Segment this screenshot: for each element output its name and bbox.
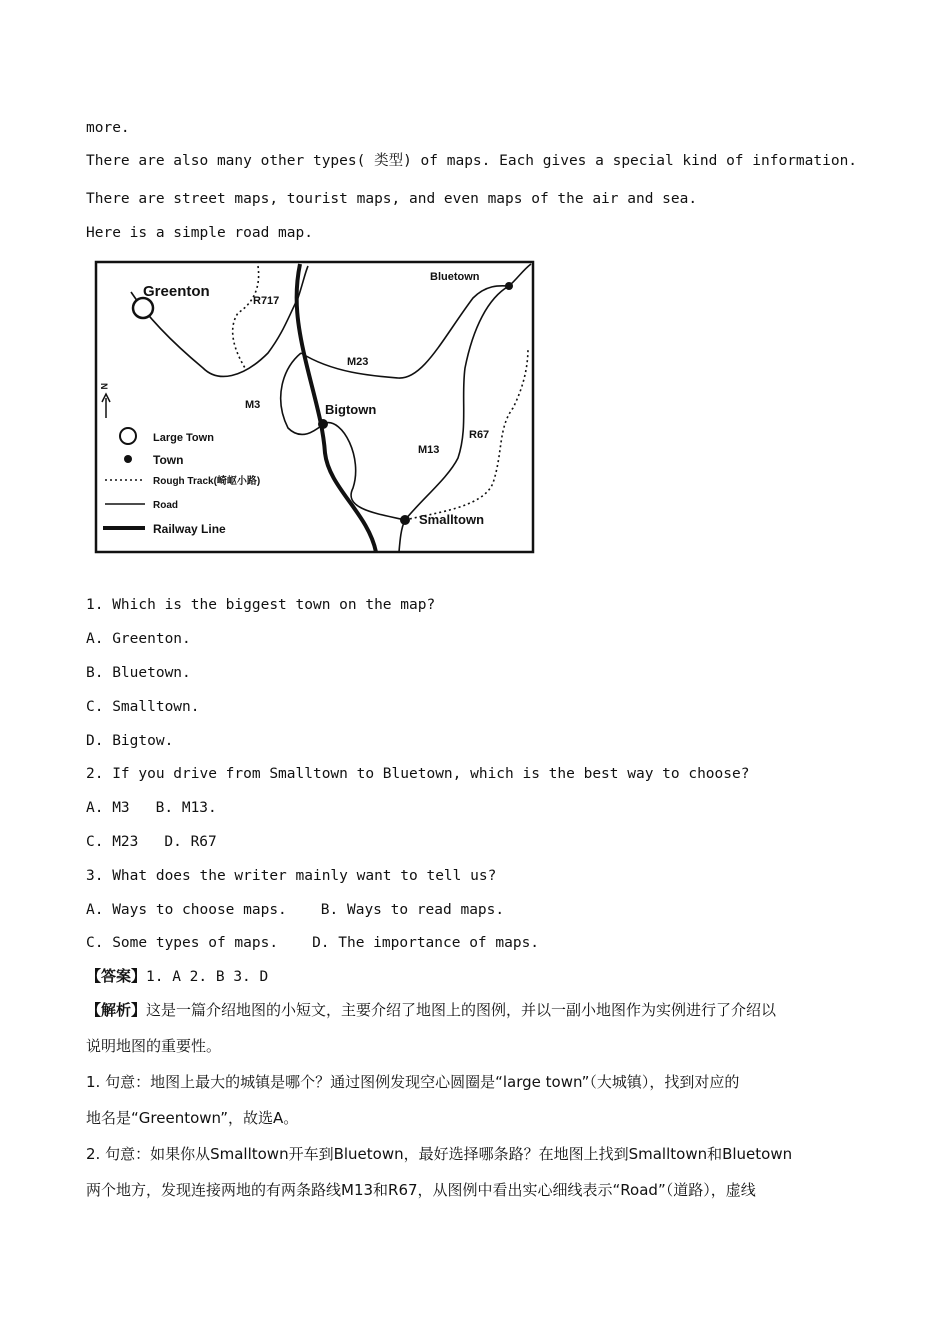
answer-line — [86, 966, 268, 987]
answer-label: 【答案】 — [86, 967, 147, 985]
road-map-figure — [93, 258, 536, 555]
q2-option-b: B. M13. — [155, 800, 217, 816]
label-smalltown: Smalltown — [419, 512, 485, 527]
large-town-greenton-symbol — [133, 298, 153, 318]
town-smalltown-symbol — [400, 515, 410, 525]
q1-option-a: A. Greenton. — [86, 631, 191, 647]
analysis-label: 【解析】 — [86, 1001, 147, 1019]
q3-options-cd — [86, 933, 539, 953]
label-bigtown: Bigtown — [325, 402, 377, 417]
q2-option-a: A. M3 — [86, 800, 130, 816]
label-r67: R67 — [469, 429, 490, 441]
label-bluetown: Bluetown — [430, 271, 480, 283]
label-r717: R717 — [253, 295, 280, 307]
intro-line-1: more. — [86, 120, 130, 136]
q1-option-b: B. Bluetown. — [86, 665, 191, 681]
q3-option-b: B. Ways to read maps. — [320, 902, 505, 918]
question-2: 2. If you drive from Smalltown to Bluetown, which is the best way to choose? — [86, 766, 750, 782]
town-bluetown-symbol — [505, 282, 513, 290]
q2-options-cd — [86, 832, 217, 852]
legend-town-symbol — [124, 455, 132, 463]
q3-option-c: C. Some types of maps. — [86, 935, 279, 951]
intro-line-2: There are also many other types( 类型) of maps. Each gives a special kind of information. — [86, 153, 858, 169]
q1-option-c: C. Smalltown. — [86, 699, 200, 715]
q1-option-d: D. Bigtow. — [86, 733, 174, 749]
q3-options-ab — [86, 900, 504, 920]
analysis-line-2: 说明地图的重要性。 — [86, 1037, 222, 1055]
legend-large-town-symbol — [120, 428, 136, 444]
analysis-line-1 — [86, 1000, 776, 1020]
q2-option-c: C. M23 — [86, 834, 139, 850]
label-m3: M3 — [245, 399, 261, 411]
town-bigtown-symbol — [318, 419, 328, 429]
analysis-line-4: 地名是“Greentown”，故选A。 — [86, 1109, 299, 1127]
legend-rough-track: Rough Track(崎岖小路) — [153, 476, 261, 487]
analysis-text-1: 这是一篇介绍地图的小短文，主要介绍了地图上的图例，并以一副小地图作为实例进行了介绍以 — [146, 1001, 777, 1019]
analysis-line-5: 2. 句意：如果你从Smalltown开车到Bluetown，最好选择哪条路？在地图上找到Smalltown和Bluetown — [86, 1145, 793, 1163]
question-3: 3. What does the writer mainly want to tell us? — [86, 868, 497, 884]
q3-option-d: D. The importance of maps. — [312, 935, 540, 951]
label-greenton: Greenton — [143, 283, 210, 300]
intro-line-4: Here is a simple road map. — [86, 225, 313, 241]
label-m23: M23 — [347, 356, 369, 368]
answer-text: 1. A 2. B 3. D — [146, 969, 269, 985]
legend-large-town: Large Town — [153, 432, 214, 444]
legend-town: Town — [153, 453, 184, 467]
q2-options-ab — [86, 798, 217, 818]
legend-road: Road — [153, 500, 178, 511]
question-1: 1. Which is the biggest town on the map? — [86, 597, 436, 613]
legend-railway: Railway Line — [153, 522, 226, 536]
analysis-line-3: 1. 句意：地图上最大的城镇是哪个？通过图例发现空心圆圈是“large town”（大城镇），找到对应的 — [86, 1073, 740, 1091]
q2-option-d: D. R67 — [164, 834, 217, 850]
analysis-line-6: 两个地方，发现连接两地的有两条路线M13和R67，从图例中看出实心细线表示“Road”（道路），虚线 — [86, 1181, 756, 1199]
intro-line-3: There are street maps, tourist maps, and even maps of the air and sea. — [86, 191, 698, 207]
label-north: N — [99, 383, 109, 390]
q3-option-a: A. Ways to choose maps. — [86, 902, 287, 918]
label-m13: M13 — [418, 444, 440, 456]
